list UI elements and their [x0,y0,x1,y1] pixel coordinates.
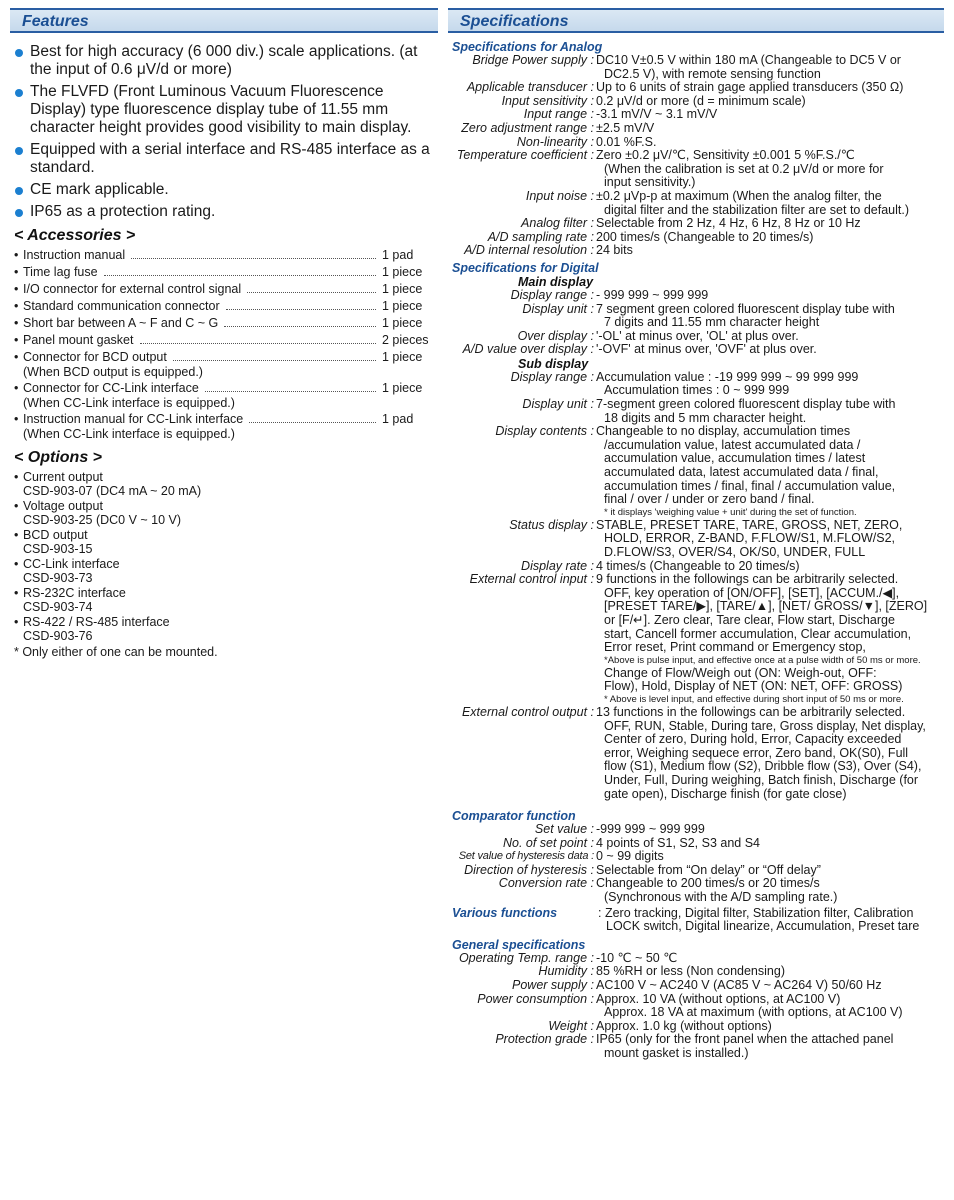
spec-row [448,244,944,258]
spec-row [448,877,944,904]
spec-value: 4 times/s (Changeable to 20 times/s) [596,558,800,573]
feature-text: CE mark applicable. [30,181,169,198]
spec-label: External control output : [461,704,594,719]
feature-text: IP65 as a protection rating. [30,203,216,220]
accessory-qty: 1 piece [382,381,423,395]
leader-dots [226,299,376,310]
accessory-name: • Time lag fuse [14,265,98,280]
option-name: • Voltage output [14,499,438,513]
spec-label: No. of set point : [502,835,594,850]
spec-label: Display range : [510,369,594,384]
bullet-icon [15,89,23,97]
spec-value: '-OVF' at minus over, 'OVF' at plus over. [596,342,817,357]
accessory-name: • Connector for BCD output [14,350,167,365]
spec-label: Non-linearity : [516,134,594,149]
spec-label: A/D sampling rate : [487,229,594,244]
leader-dots [205,381,376,392]
option-item [14,528,438,556]
accessories-list [14,248,438,441]
sub-display-title: Sub display [518,356,589,371]
spec-value: 0.01 %F.S. [596,134,657,149]
accessory-name: • Standard communication connector [14,299,220,314]
option-code: CSD-903-73 [23,571,93,585]
spec-row [448,837,944,851]
bullet-icon [15,209,23,217]
spec-label: Power supply : [512,978,594,993]
accessory-item [14,350,438,379]
feature-item [14,83,438,137]
spec-label: Status display : [509,517,594,532]
spec-value: Changeable to no display, accumulation times /accumulation value, latest accumulated data / accumulation value, accumulation times / latest accumulated data, latest accumulated data / final, accumulation times / final, final / accumulation value, final / over / under or zero band / final. * it displays 'weighing value + unit' during the set of function. [596,424,896,518]
accessory-qty: 1 piece [382,350,423,364]
spec-row [448,217,944,231]
option-item [14,557,438,585]
accessory-qty: 1 pad [382,412,414,426]
spec-label: Operating Temp. range : [458,950,594,965]
spec-label: Display unit : [522,301,594,316]
accessory-item [14,412,438,441]
spec-value: - 999 999 ~ 999 999 [596,287,709,302]
spec-label: Weight : [548,1018,594,1033]
spec-row [448,330,944,344]
spec-label: Humidity : [538,964,594,979]
options-list [14,470,438,643]
spec-value: -999 999 ~ 999 999 [596,822,705,837]
accessory-qty: 2 pieces [382,333,429,347]
spec-value: 13 functions in the followings can be arbitrarily selected. OFF, RUN, Stable, During tare, Gross display, Net display, Center of zero, During hold, Error, Capacity exceeded error, Weighing sequece error, Zero band, OK(S0), Full flow (S1), Medium flow (S2), Dribble flow (S3), Over (S4), Under, Full, During weighing, Batch finish, Discharge (for gate open), Discharge finish (for gate close) [596,704,926,801]
spec-value: 9 functions in the followings can be arbitrarily selected. OFF, key operation of [ON/OFF], [SET], [ACCUM./◀], [PRESET TARE/▶], [TARE/▲], [NET/ GROSS/▼], [ZERO] or [F/↵]. Zero clear, Tare clear, Flow start, Discharge start, Cancell former accumulation, Clear accumulation, Error reset, Print command or Emergency stop, *Above is pulse input, and effective once at a pulse width of 50 ms or more. Change of Flow/Weigh out (ON: Weigh-out, OFF: Flow), Hold, Display of NET (ON: NET, OFF: GROSS) * Above is level input, and effective during short input of 50 ms or more. [596,572,928,705]
option-code: CSD-903-76 [23,629,93,643]
spec-label: A/D value over display : [462,342,594,357]
option-name: • RS-232C interface [14,586,438,600]
spec-label: Display contents : [495,424,594,439]
leader-dots [173,350,376,361]
spec-value: Selectable from “On delay” or “Off delay” [596,862,821,877]
spec-row [448,398,944,425]
right-column [448,8,944,1061]
spec-value: Approx. 10 VA (without options, at AC100 V) Approx. 18 VA at maximum (with options, at AC100 V) [596,991,903,1020]
spec-label: Applicable transducer : [466,80,594,95]
sub-display-specs [448,371,944,801]
leader-dots [104,265,376,276]
spec-row [448,190,944,217]
spec-row [448,1020,944,1034]
spec-value: -3.1 mV/V ~ 3.1 mV/V [596,107,718,122]
accessory-qty: 1 pad [382,248,414,262]
spec-row [448,1033,944,1060]
spec-value: '-OL' at minus over, 'OL' at plus over. [596,328,799,343]
accessory-item [14,381,438,410]
option-code: CSD-903-74 [23,600,93,614]
spec-label: Protection grade : [495,1032,594,1047]
accessory-item [14,282,438,297]
bullet-icon [15,147,23,155]
spec-row [448,425,944,519]
leader-dots [247,282,376,293]
spec-value: 200 times/s (Changeable to 20 times/s) [596,229,814,244]
accessory-qty: 1 piece [382,265,423,279]
option-item [14,615,438,643]
comparator-specs [448,823,944,905]
bullet-icon [15,187,23,195]
spec-label: Display range : [510,287,594,302]
spec-row [448,108,944,122]
spec-row [448,231,944,245]
spec-label: Input range : [523,107,594,122]
spec-value: Changeable to 200 times/s or 20 times/s (Synchronous with the A/D sampling rate.) [596,876,838,905]
spec-row [448,965,944,979]
spec-row [448,343,944,357]
spec-row [448,371,944,398]
spec-row [448,706,944,801]
various-functions-row [448,907,944,934]
accessory-name: • Connector for CC-Link interface [14,381,199,396]
spec-value: -10 ℃ ~ 50 ℃ [596,950,678,965]
options-title: < Options > [14,449,103,466]
main-display-specs [448,289,944,357]
accessory-qty: 1 piece [382,282,423,296]
accessory-name: • Panel mount gasket [14,333,134,348]
leader-dots [249,412,376,423]
spec-label: Over display : [517,328,594,343]
accessory-qty: 1 piece [382,316,423,330]
analog-specs [448,54,944,258]
option-item [14,586,438,614]
spec-label: Direction of hysteresis : [464,862,594,877]
spec-row [448,81,944,95]
spec-value: AC100 V ~ AC240 V (AC85 V ~ AC264 V) 50/60 Hz [596,978,882,993]
accessory-name: • Instruction manual [14,248,125,263]
spec-label: Analog filter : [521,216,594,231]
spec-row [448,95,944,109]
feature-item [14,203,438,221]
option-name: • Current output [14,470,438,484]
option-item [14,470,438,498]
feature-text: Best for high accuracy (6 000 div.) scale applications. (at the input of 0.6 μV/d or more) [30,43,418,78]
spec-value: Selectable from 2 Hz, 4 Hz, 6 Hz, 8 Hz or 10 Hz [596,216,861,231]
feature-item [14,43,438,79]
comparator-title: Comparator function [452,809,576,824]
spec-label: A/D internal resolution : [464,243,594,258]
accessory-item [14,316,438,331]
spec-value: Accumulation value : -19 999 999 ~ 99 999 999 Accumulation times : 0 ~ 999 999 [596,369,859,398]
features-list [14,43,438,221]
leader-dots [131,248,376,259]
accessory-note: (When CC-Link interface is equipped.) [23,396,235,410]
spec-label: Input sensitivity : [501,93,594,108]
general-title: General specifications [452,937,586,952]
spec-row [448,149,944,190]
spec-value: 0.2 μV/d or more (d = minimum scale) [596,93,806,108]
accessories-title: < Accessories > [14,227,136,244]
spec-row [448,303,944,330]
spec-label: Set value : [534,822,594,837]
accessory-item [14,299,438,314]
main-display-title: Main display [518,274,594,289]
feature-item [14,141,438,177]
leader-dots [224,316,376,327]
leader-dots [140,333,377,344]
spec-value: 4 points of S1, S2, S3 and S4 [596,835,761,850]
spec-value: 0 ~ 99 digits [596,849,664,864]
general-specs [448,952,944,1061]
spec-value: IP65 (only for the front panel when the attached panel mount gasket is installed.) [596,1032,894,1060]
analog-title: Specifications for Analog [452,40,603,54]
feature-text: The FLVFD (Front Luminous Vacuum Fluorescence Display) type fluorescence display tube of 11.55 mm character height provides good visibility to main display. [30,83,412,136]
spec-label: Display unit : [522,397,594,412]
spec-row [448,573,944,706]
option-code: CSD-903-07 (DC4 mA ~ 20 mA) [23,484,202,498]
spec-label: External control input : [469,572,594,587]
accessory-note: (When BCD output is equipped.) [23,365,203,379]
spec-label: Display rate : [521,558,594,573]
option-name: • RS-422 / RS-485 interface [14,615,438,629]
various-value: : Zero tracking, Digital filter, Stabilization filter, Calibration LOCK switch, Digital linearize, Accumulation, Preset tare [598,905,920,934]
spec-row [448,519,944,560]
spec-label: Zero adjustment range : [461,120,594,135]
accessory-note: (When CC-Link interface is equipped.) [23,427,235,441]
bullet-icon [15,49,23,57]
spec-row [448,864,944,878]
spec-value: DC10 V±0.5 V within 180 mA (Changeable to DC5 V or DC2.5 V), with remote sensing function [596,53,901,81]
accessory-item [14,248,438,263]
spec-label: Power consumption : [477,991,594,1006]
spec-label: Conversion rate : [498,876,594,891]
spec-value: Up to 6 units of strain gage applied transducers (350 Ω) [596,80,904,95]
option-name: • BCD output [14,528,438,542]
option-name: • CC-Link interface [14,557,438,571]
spec-row [448,54,944,81]
accessory-item [14,265,438,280]
spec-row [448,136,944,150]
spec-value: 85 %RH or less (Non condensing) [596,964,785,979]
accessory-item [14,333,438,348]
spec-label: Set value of hysteresis data : [458,850,594,863]
spec-label: Temperature coefficient : [456,148,594,163]
digital-title: Specifications for Digital [452,260,599,275]
options-note: * Only either of one can be mounted. [14,645,218,659]
spec-value: ±2.5 mV/V [596,120,655,135]
spec-value: Zero ±0.2 μV/℃, Sensitivity ±0.001 5 %F.S./℃ (When the calibration is set at 0.2 μV/d or more for input sensitivity.) [596,148,884,190]
option-code: CSD-903-25 (DC0 V ~ 10 V) [23,513,182,527]
spec-row [448,560,944,574]
option-item [14,499,438,527]
spec-row [448,122,944,136]
feature-text: Equipped with a serial interface and RS-485 interface as a standard. [30,141,430,176]
spec-row [448,823,944,837]
spec-row [448,979,944,993]
spec-value: Approx. 1.0 kg (without options) [596,1018,772,1033]
spec-value: 7 segment green colored fluorescent display tube with 7 digits and 11.55 mm character height [596,301,895,330]
left-column [10,8,438,659]
accessory-name: • I/O connector for external control signal [14,282,241,297]
option-code: CSD-903-15 [23,542,93,556]
accessory-name: • Instruction manual for CC-Link interface [14,412,243,427]
specifications-header: Specifications [448,8,944,33]
spec-value: 24 bits [596,243,633,258]
spec-row [448,850,944,864]
feature-item [14,181,438,199]
spec-row [448,952,944,966]
spec-value: 7-segment green colored fluorescent display tube with 18 digits and 5 mm character height. [596,397,896,425]
spec-label: Input noise : [525,188,594,203]
features-header: Features [10,8,438,33]
spec-value: STABLE, PRESET TARE, TARE, GROSS, NET, ZERO, HOLD, ERROR, Z-BAND, F.FLOW/S1, M.FLOW/S2, D.FLOW/S3, OVER/S4, OK/S0, UNDER, FULL [596,517,903,559]
various-title: Various functions [452,905,558,920]
accessory-name: • Short bar between A ~ F and C ~ G [14,316,218,331]
accessory-qty: 1 piece [382,299,423,313]
spec-label: Bridge Power supply : [472,53,594,67]
spec-row [448,993,944,1020]
spec-row [448,289,944,303]
spec-value: ±0.2 μVp-p at maximum (When the analog filter, the digital filter and the stabilization filter are set to default.) [596,188,910,217]
